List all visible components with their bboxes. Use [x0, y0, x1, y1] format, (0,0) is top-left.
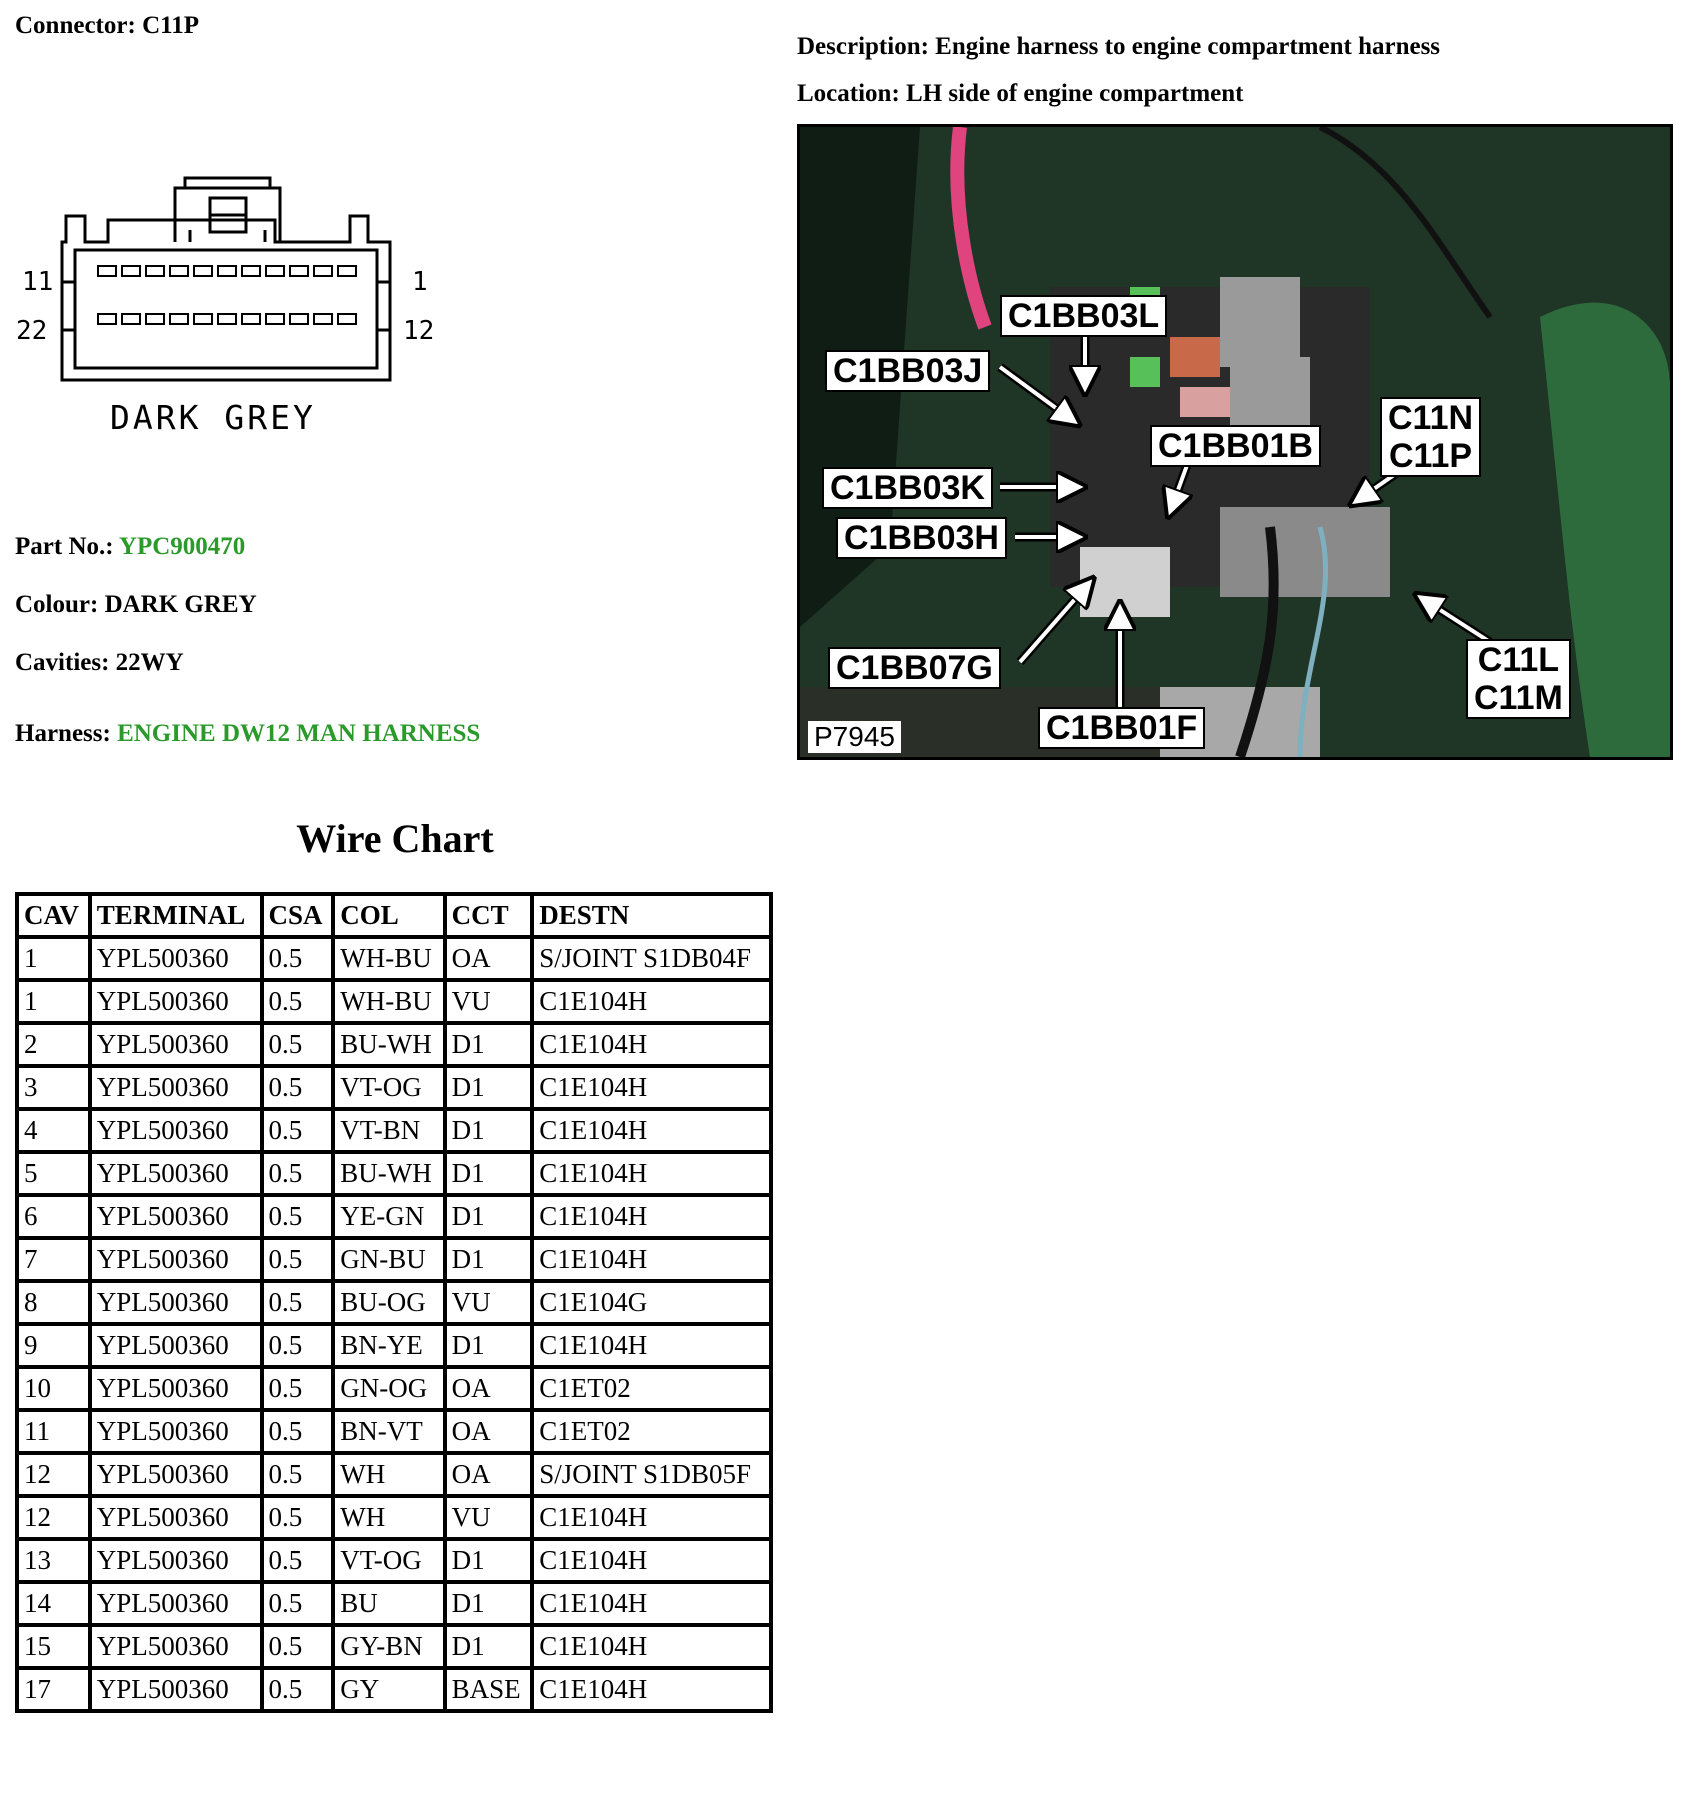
description-label: Description:	[797, 33, 929, 60]
connector-line	[15, 12, 199, 40]
table-cell: D1	[447, 1111, 531, 1150]
table-cell: S/JOINT S1DB04F	[534, 939, 769, 978]
table-row	[19, 1326, 769, 1365]
callout-c11m: C11M	[1474, 679, 1563, 717]
table-cell: 0.5	[264, 982, 332, 1021]
table-cell: YPL500360	[92, 1369, 260, 1408]
table-cell: 0.5	[264, 1412, 332, 1451]
table-cell: WH	[335, 1455, 442, 1494]
table-cell: D1	[447, 1326, 531, 1365]
table-cell: C1E104H	[534, 1240, 769, 1279]
table-row	[19, 1584, 769, 1623]
table-row	[19, 1283, 769, 1322]
cavity	[218, 314, 236, 324]
table-row	[19, 982, 769, 1021]
table-cell: C1E104G	[534, 1283, 769, 1322]
table-cell: D1	[447, 1627, 531, 1666]
table-cell: 12	[19, 1498, 88, 1537]
table-cell: 0.5	[264, 1541, 332, 1580]
table-cell: BN-YE	[335, 1326, 442, 1365]
cavity	[314, 314, 332, 324]
table-cell: 4	[19, 1111, 88, 1150]
table-row	[19, 1455, 769, 1494]
column-header: COL	[335, 896, 442, 935]
connector-outline-icon	[10, 170, 450, 390]
colour-line	[15, 591, 257, 619]
table-cell: 5	[19, 1154, 88, 1193]
callout-c1bb01b: C1BB01B	[1150, 425, 1321, 467]
table-cell: 0.5	[264, 1627, 332, 1666]
table-row	[19, 1068, 769, 1107]
table-cell: YPL500360	[92, 1197, 260, 1236]
table-cell: D1	[447, 1541, 531, 1580]
table-cell: OA	[447, 939, 531, 978]
table-cell: C1E104H	[534, 1584, 769, 1623]
wire-chart-title: Wire Chart	[296, 816, 494, 861]
table-cell: BASE	[447, 1670, 531, 1709]
colour-value: DARK GREY	[104, 591, 257, 618]
table-cell: YPL500360	[92, 1670, 260, 1709]
table-row	[19, 939, 769, 978]
cavity	[146, 266, 164, 276]
cavity	[338, 266, 356, 276]
table-cell: GN-OG	[335, 1369, 442, 1408]
cavity	[266, 314, 284, 324]
callout-c1bb03h: C1BB03H	[836, 517, 1007, 559]
cavities-label: Cavities:	[15, 649, 110, 676]
table-row	[19, 1154, 769, 1193]
table-cell: 0.5	[264, 1154, 332, 1193]
table-cell: C1E104H	[534, 1068, 769, 1107]
harness-label: Harness:	[15, 720, 111, 747]
table-cell: OA	[447, 1412, 531, 1451]
table-cell: BU-WH	[335, 1154, 442, 1193]
location-line	[797, 80, 1244, 108]
colour-label: Colour:	[15, 591, 99, 618]
callout-c11p: C11P	[1388, 437, 1473, 475]
table-cell: 1	[19, 982, 88, 1021]
cavity	[98, 266, 116, 276]
column-header: CSA	[264, 896, 332, 935]
table-cell: VU	[447, 1283, 531, 1322]
cavity	[290, 314, 308, 324]
table-cell: YPL500360	[92, 1584, 260, 1623]
diagram-caption: DARK GREY	[110, 398, 316, 437]
table-cell: YPL500360	[92, 1498, 260, 1537]
cavity	[194, 314, 212, 324]
location-label: Location:	[797, 80, 900, 107]
cavity	[290, 266, 308, 276]
cavity	[218, 266, 236, 276]
part-no-label: Part No.:	[15, 533, 114, 560]
table-cell: 0.5	[264, 1584, 332, 1623]
table-cell: 0.5	[264, 939, 332, 978]
table-cell: 0.5	[264, 1283, 332, 1322]
table-cell: 7	[19, 1240, 88, 1279]
table-cell: 0.5	[264, 1111, 332, 1150]
table-cell: 10	[19, 1369, 88, 1408]
table-cell: 17	[19, 1670, 88, 1709]
table-cell: S/JOINT S1DB05F	[534, 1455, 769, 1494]
table-cell: 0.5	[264, 1455, 332, 1494]
table-cell: GY	[335, 1670, 442, 1709]
table-cell: 9	[19, 1326, 88, 1365]
description-value: Engine harness to engine compartment harness	[935, 33, 1441, 60]
table-cell: BU-OG	[335, 1283, 442, 1322]
part-no-line	[15, 533, 245, 561]
table-cell: GY-BN	[335, 1627, 442, 1666]
column-header: CAV	[19, 896, 88, 935]
wire-chart-table	[15, 892, 773, 1713]
table-cell: C1ET02	[534, 1412, 769, 1451]
table-cell: YPL500360	[92, 1412, 260, 1451]
table-cell: YPL500360	[92, 982, 260, 1021]
table-cell: 8	[19, 1283, 88, 1322]
callout-c1bb03k: C1BB03K	[822, 467, 993, 509]
pin-rows	[98, 266, 356, 324]
table-cell: 2	[19, 1025, 88, 1064]
table-cell: YPL500360	[92, 1111, 260, 1150]
table-row	[19, 1025, 769, 1064]
wire-chart-header-row	[19, 896, 769, 935]
table-cell: 6	[19, 1197, 88, 1236]
table-row	[19, 1670, 769, 1709]
table-cell: 0.5	[264, 1369, 332, 1408]
cavity	[170, 266, 188, 276]
table-cell: YE-GN	[335, 1197, 442, 1236]
table-cell: YPL500360	[92, 1068, 260, 1107]
table-cell: 11	[19, 1412, 88, 1451]
table-cell: D1	[447, 1154, 531, 1193]
table-row	[19, 1541, 769, 1580]
wire-chart-body	[19, 939, 769, 1709]
table-cell: 0.5	[264, 1240, 332, 1279]
cavity	[122, 266, 140, 276]
table-cell: D1	[447, 1197, 531, 1236]
table-cell: VT-BN	[335, 1111, 442, 1150]
cavity	[170, 314, 188, 324]
table-cell: C1ET02	[534, 1369, 769, 1408]
table-cell: C1E104H	[534, 1154, 769, 1193]
table-cell: OA	[447, 1369, 531, 1408]
cavity	[146, 314, 164, 324]
table-cell: C1E104H	[534, 1197, 769, 1236]
cavity	[242, 314, 260, 324]
table-cell: 13	[19, 1541, 88, 1580]
table-cell: 0.5	[264, 1670, 332, 1709]
table-cell: D1	[447, 1068, 531, 1107]
callout-c1bb03j: C1BB03J	[825, 350, 990, 392]
column-header: CCT	[447, 896, 531, 935]
table-cell: YPL500360	[92, 1154, 260, 1193]
table-cell: BN-VT	[335, 1412, 442, 1451]
table-cell: D1	[447, 1584, 531, 1623]
table-cell: 0.5	[264, 1197, 332, 1236]
pin-label-12: 12	[403, 316, 435, 346]
description-line	[797, 33, 1440, 61]
pin-label-11: 11	[22, 267, 54, 297]
harness-value: ENGINE DW12 MAN HARNESS	[117, 720, 481, 747]
connector-value: C11P	[142, 12, 200, 39]
table-cell: YPL500360	[92, 1283, 260, 1322]
table-cell: YPL500360	[92, 1240, 260, 1279]
table-cell: OA	[447, 1455, 531, 1494]
cavity	[314, 266, 332, 276]
cavities-value: 22WY	[115, 649, 184, 676]
cavity	[338, 314, 356, 324]
table-cell: YPL500360	[92, 1541, 260, 1580]
table-cell: C1E104H	[534, 1326, 769, 1365]
table-cell: C1E104H	[534, 1025, 769, 1064]
table-cell: YPL500360	[92, 1627, 260, 1666]
callout-c11n-c11p	[1380, 397, 1481, 477]
column-header: DESTN	[534, 896, 769, 935]
table-cell: 0.5	[264, 1068, 332, 1107]
table-cell: WH	[335, 1498, 442, 1537]
table-cell: VT-OG	[335, 1068, 442, 1107]
pin-label-1: 1	[412, 267, 428, 297]
harness-line	[15, 720, 480, 748]
column-header: TERMINAL	[92, 896, 260, 935]
table-cell: YPL500360	[92, 939, 260, 978]
table-row	[19, 1369, 769, 1408]
table-cell: WH-BU	[335, 982, 442, 1021]
table-row	[19, 1240, 769, 1279]
table-row	[19, 1498, 769, 1537]
pin-label-22: 22	[16, 316, 48, 346]
callout-c11n: C11N	[1388, 399, 1474, 437]
photo-code: P7945	[808, 721, 901, 753]
table-cell: BU-WH	[335, 1025, 442, 1064]
callout-c1bb03l: C1BB03L	[1000, 295, 1167, 337]
location-value: LH side of engine compartment	[906, 80, 1244, 107]
table-cell: VU	[447, 1498, 531, 1537]
table-cell: 3	[19, 1068, 88, 1107]
callout-c1bb07g: C1BB07G	[828, 647, 1001, 689]
table-cell: YPL500360	[92, 1455, 260, 1494]
cavity	[98, 314, 116, 324]
cavity	[122, 314, 140, 324]
table-cell: C1E104H	[534, 1498, 769, 1537]
cavity	[266, 266, 284, 276]
table-cell: GN-BU	[335, 1240, 442, 1279]
table-cell: C1E104H	[534, 982, 769, 1021]
part-no-value: YPC900470	[118, 533, 246, 560]
table-cell: WH-BU	[335, 939, 442, 978]
table-cell: 15	[19, 1627, 88, 1666]
table-cell: 0.5	[264, 1498, 332, 1537]
table-cell: 14	[19, 1584, 88, 1623]
table-cell: YPL500360	[92, 1025, 260, 1064]
table-cell: C1E104H	[534, 1627, 769, 1666]
table-cell: 0.5	[264, 1326, 332, 1365]
table-cell: YPL500360	[92, 1326, 260, 1365]
table-row	[19, 1197, 769, 1236]
table-cell: C1E104H	[534, 1111, 769, 1150]
table-cell: D1	[447, 1025, 531, 1064]
cavity	[242, 266, 260, 276]
table-cell: D1	[447, 1240, 531, 1279]
table-cell: VT-OG	[335, 1541, 442, 1580]
table-cell: VU	[447, 982, 531, 1021]
cavities-line	[15, 649, 184, 677]
callout-c11l: C11L	[1477, 641, 1560, 679]
table-cell: 1	[19, 939, 88, 978]
callout-c11l-c11m	[1466, 639, 1571, 719]
cavity	[194, 266, 212, 276]
connector-label: Connector:	[15, 12, 136, 39]
table-cell: 0.5	[264, 1025, 332, 1064]
table-cell: C1E104H	[534, 1541, 769, 1580]
callout-c1bb01f: C1BB01F	[1038, 707, 1205, 749]
table-cell: 12	[19, 1455, 88, 1494]
table-row	[19, 1111, 769, 1150]
location-photo	[797, 124, 1673, 760]
table-cell: C1E104H	[534, 1670, 769, 1709]
table-row	[19, 1627, 769, 1666]
table-cell: BU	[335, 1584, 442, 1623]
table-row	[19, 1412, 769, 1451]
